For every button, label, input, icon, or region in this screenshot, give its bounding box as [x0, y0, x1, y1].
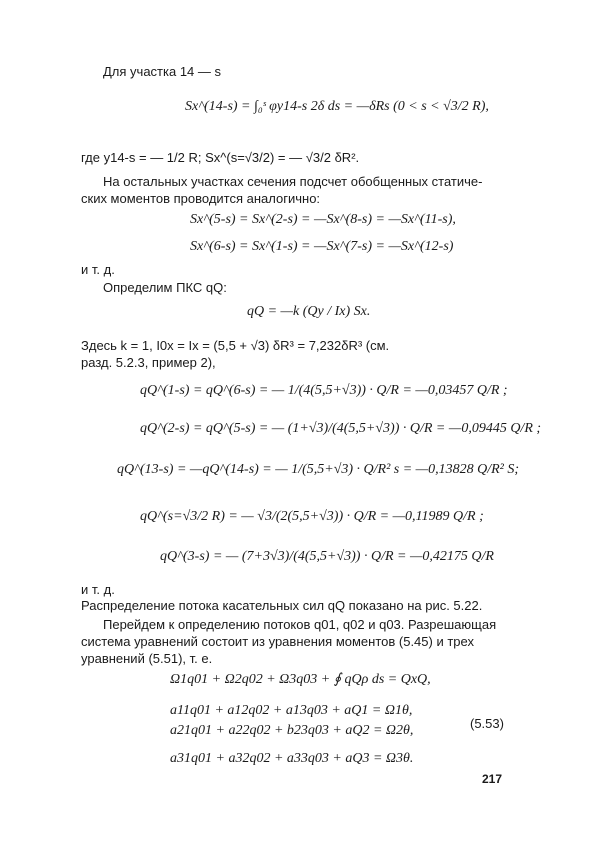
- system-equation-1: Ω1q01 + Ω2q02 + Ω3q03 + ∮ qQρ ds = QxQ,: [170, 672, 431, 687]
- define-pks-line: Определим ПКС qQ:: [103, 280, 227, 295]
- etc-line-1: и т. д.: [81, 262, 115, 277]
- here-line-1: Здесь k = 1, I0x = Ix = (5,5 + √3) δR³ = 7,232δR³ (см.: [81, 338, 390, 353]
- distribution-line: Распределение потока касательных сил qQ показано на рис. 5.22.: [81, 598, 483, 613]
- equation-static-moment: Sx^(14-s) = ∫₀ˢ φy14-s 2δ ds = —δRs (0 < s < √3/2 R),: [185, 99, 489, 114]
- etc-line-2: и т. д.: [81, 582, 115, 597]
- intro-segment-text: Для участка 14 — s: [103, 64, 221, 79]
- here-line-2: разд. 5.2.3, пример 2),: [81, 355, 216, 370]
- system-equation-number: (5.53): [470, 716, 504, 731]
- equation-qQ: qQ = —k (Qy / Ix) Sx.: [247, 304, 371, 319]
- equation-s6-s1: Sx^(6-s) = Sx^(1-s) = —Sx^(7-s) = —Sx^(12-s): [190, 239, 454, 254]
- next-line-2: система уравнений состоит из уравнения моментов (5.45) и трех: [81, 634, 474, 649]
- system-equation-2: a11q01 + a12q02 + a13q03 + aQ1 = Ω1θ,: [170, 703, 413, 718]
- other-segments-line-2: ских моментов проводится аналогично:: [81, 191, 321, 206]
- system-equation-4: a31q01 + a32q02 + a33q03 + aQ3 = Ω3θ.: [170, 751, 414, 766]
- equation-q3: qQ^(3-s) = — (7+3√3)/(4(5,5+√3)) · Q/R = —0,42175 Q/R: [160, 549, 494, 564]
- next-line-1: Перейдем к определению потоков q01, q02 и q03. Разрешающая: [103, 617, 497, 632]
- next-line-3: уравнений (5.51), т. е.: [81, 651, 213, 666]
- system-equation-3: a21q01 + a22q02 + b23q03 + aQ2 = Ω2θ,: [170, 723, 414, 738]
- page-number: 217: [482, 772, 503, 786]
- equation-q1: qQ^(1-s) = qQ^(6-s) = — 1/(4(5,5+√3)) · Q/R = —0,03457 Q/R ;: [140, 383, 508, 398]
- where-line: где y14-s = — 1/2 R; Sx^(s=√3/2) = — √3/2 δR².: [81, 150, 360, 165]
- equation-qs: qQ^(s=√3/2 R) = — √3/(2(5,5+√3)) · Q/R = —0,11989 Q/R ;: [140, 509, 484, 524]
- other-segments-line-1: На остальных участках сечения подсчет обобщенных статиче-: [103, 174, 483, 189]
- equation-s5-s2: Sx^(5-s) = Sx^(2-s) = —Sx^(8-s) = —Sx^(11-s),: [190, 212, 456, 227]
- equation-q13: qQ^(13-s) = —qQ^(14-s) = — 1/(5,5+√3) · Q/R² s = —0,13828 Q/R² S;: [117, 462, 520, 477]
- equation-q2: qQ^(2-s) = qQ^(5-s) = — (1+√3)/(4(5,5+√3)) · Q/R = —0,09445 Q/R ;: [140, 421, 542, 436]
